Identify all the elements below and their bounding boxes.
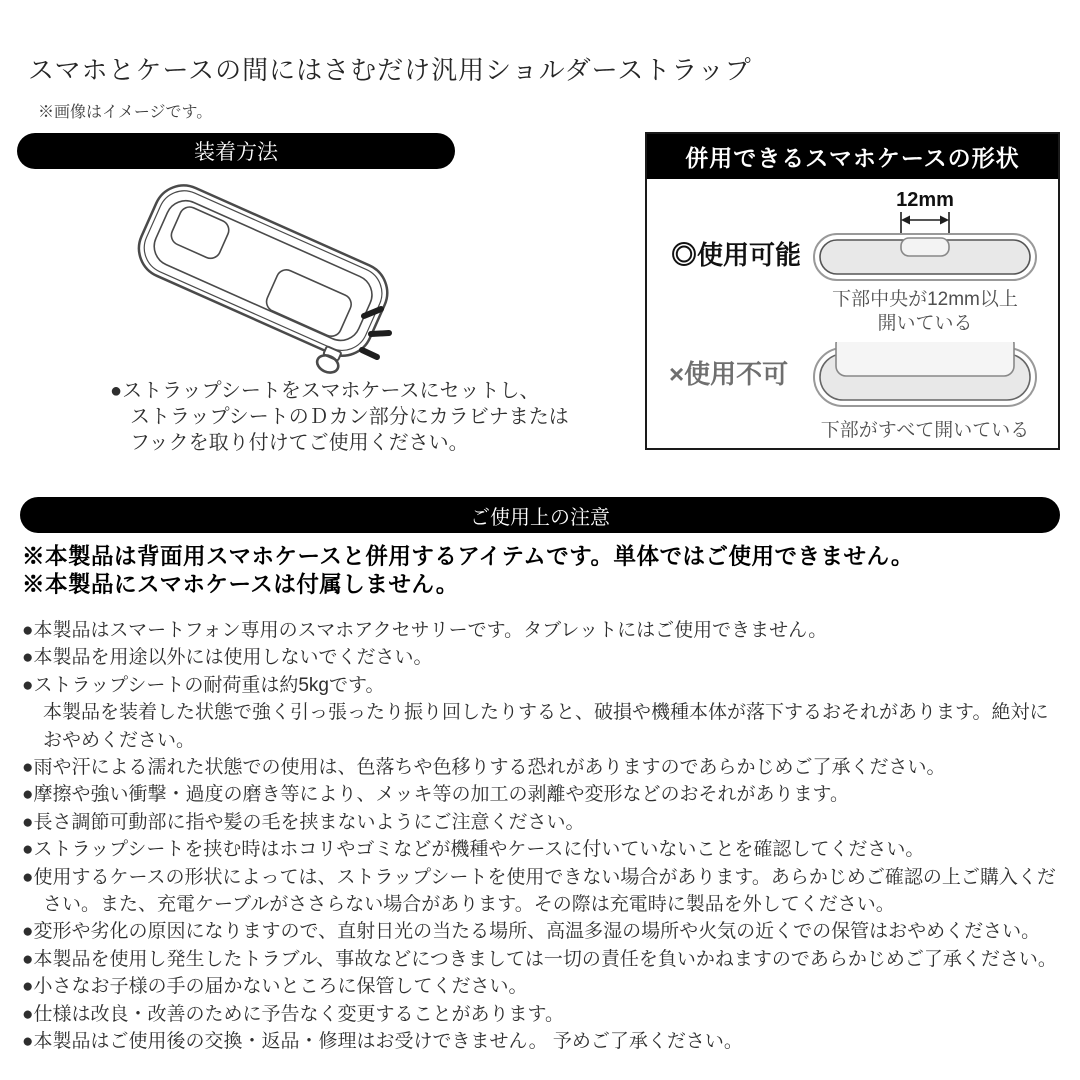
phone-case-outline — [126, 176, 397, 374]
notice-item: ●本製品を使用し発生したトラブル、事故などにつきましては一切の責任を負いかねますのであらかじめご了承ください。 — [22, 948, 1057, 970]
notice-item: ●変形や劣化の原因になりますので、直射日光の当たる場所、高温多湿の場所や火気の近くでの保管はおやめください。 — [22, 921, 1041, 943]
image-disclaimer-note: ※画像はイメージです。 — [38, 104, 213, 121]
dimension-label: 12mm — [896, 189, 954, 211]
attach-method-banner — [17, 133, 455, 169]
notice-item: ●使用するケースの形状によっては、ストラップシートを使用できない場合があります。あらかじめご確認の上ご購入ください。また、充電ケーブルがささらない場合があります。その際は充電時に製品を外してください。 — [22, 866, 1056, 916]
attach-instruction-line: ●ストラップシートをスマホケースにセットし、 — [110, 380, 540, 402]
usage-notice-banner — [20, 497, 1060, 533]
notice-item: ●本製品はご使用後の交換・返品・修理はお受けできません。 予めご了承ください。 — [22, 1031, 743, 1053]
not-usable-label: ×使用不可 — [669, 359, 789, 389]
bottom-center-opening — [901, 238, 949, 256]
usable-caption — [792, 288, 1058, 336]
notice-item: ●長さ調節可動部に指や髪の毛を挟まないようにご注意ください。 — [22, 811, 585, 833]
notice-item: ●小さなお子様の手の届かないところに保管してください。 — [22, 976, 528, 998]
not-usable-case-diagram — [810, 342, 1040, 412]
not-usable-caption: 下部がすべて開いている — [820, 420, 1030, 441]
notice-item: ●本製品を用途以外には使用しないでください。 — [22, 647, 433, 669]
attach-instruction-line: ストラップシートのＤカン部分にカラビナまたは — [130, 406, 569, 428]
notice-item: ●雨や汗による濡れた状態での使用は、色落ちや色移りする恐れがありますのであらかじめご了承ください。 — [22, 757, 946, 779]
page-title: スマホとケースの間にはさむだけ汎用ショルダーストラップ — [28, 56, 752, 86]
notice-item: ●摩擦や強い衝撃・過度の磨き等により、メッキ等の加工の剥離や変形などのおそれがあります。 — [22, 784, 849, 806]
usage-notice-banner-label: ご使用上の注意 — [470, 506, 610, 529]
usable-caption-line1: 下部中央が12mm以上 — [832, 289, 1018, 310]
notice-list — [22, 617, 1064, 1056]
attach-instructions — [110, 378, 580, 456]
usable-caption-line2: 開いている — [877, 313, 973, 334]
attach-method-banner-label: 装着方法 — [194, 141, 278, 164]
usable-label: ◎使用可能 — [671, 240, 802, 270]
warning-line-1: ※本製品は背面用スマホケースと併用するアイテムです。単体ではご使用できません。 — [22, 544, 914, 569]
warning-line-2: ※本製品にスマホケースは付属しません。 — [22, 572, 459, 597]
full-open-bottom — [836, 342, 1014, 376]
notice-item-continuation: 本製品を装着した状態で強く引っ張ったり振り回したりすると、破損や機種本体が落下するおそれがあります。絶対におやめください。 — [43, 702, 1049, 751]
compatible-case-header — [647, 134, 1058, 179]
notice-item: ●仕様は改良・改善のために予告なく変更することがあります。 — [22, 1003, 564, 1025]
notice-item: ●本製品はスマートフォン専用のスマホアクセサリーです。タブレットにはご使用できません。 — [22, 620, 828, 641]
compatible-case-box — [645, 132, 1060, 450]
phone-case-illustration — [126, 176, 402, 374]
notice-warnings — [22, 543, 914, 599]
attach-instruction-line: フックを取り付けてご使用ください。 — [130, 432, 469, 454]
compatible-case-header-label: 併用できるスマホケースの形状 — [685, 145, 1020, 171]
notice-item: ●ストラップシートの耐荷重は約5kgです。 — [22, 674, 385, 696]
notice-item: ●ストラップシートを挟む時はホコリやゴミなどが機種やケースに付いていないことを確認してください。 — [22, 839, 925, 861]
